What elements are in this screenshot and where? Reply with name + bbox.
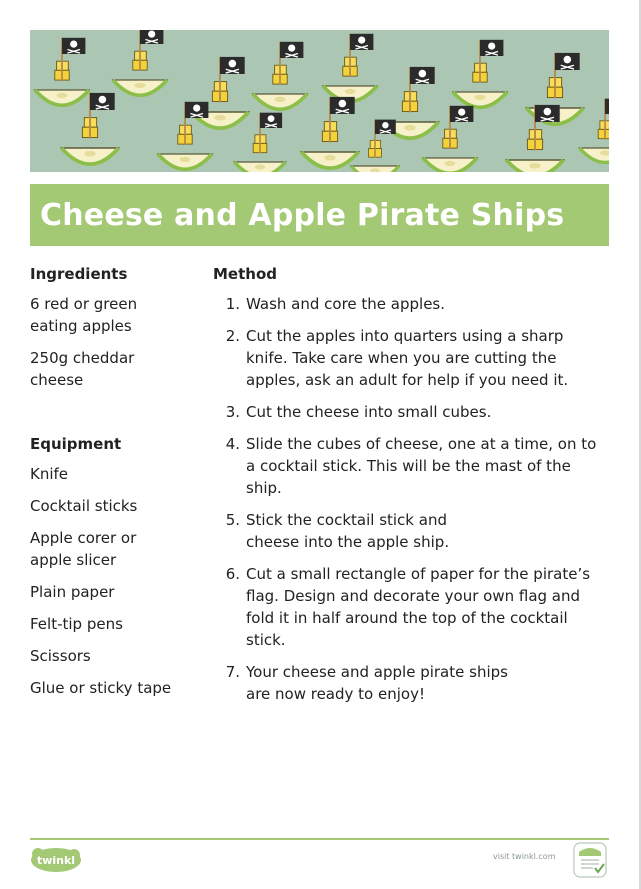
method-step — [213, 509, 609, 553]
ingredient-item: 6 red or green eating apples — [30, 295, 138, 335]
step-number: 6. — [225, 565, 240, 583]
pirate-ship-7 — [323, 34, 377, 102]
step-number: 2. — [225, 327, 240, 345]
step-text: Stick the cocktail stick and cheese into the apple ship. — [246, 511, 450, 551]
step-number: 7. — [225, 663, 240, 681]
ingredient-item: 250g cheddar cheese — [30, 349, 135, 389]
logo-text: twinkl — [36, 854, 76, 867]
equipment-item: Scissors — [30, 647, 91, 665]
step-number: 1. — [225, 295, 240, 313]
pirate-ship-5 — [158, 102, 212, 170]
method-step — [213, 661, 609, 705]
method-step — [213, 325, 609, 391]
badge-icon — [573, 842, 607, 878]
quality-badge — [573, 842, 607, 882]
page-title: Cheese and Apple Pirate Ships — [40, 197, 565, 233]
equipment-item: Cocktail sticks — [30, 497, 138, 515]
method-step — [213, 563, 609, 651]
twinkl-logo[interactable] — [30, 846, 82, 878]
method-column — [213, 263, 609, 715]
step-text: Cut a small rectangle of paper for the pirate’s flag. Design and decorate your own flag and fold it in half around the top of the cocktail stick. — [246, 565, 591, 649]
footer-divider — [30, 838, 609, 840]
step-text: Cut the apples into quarters using a sharp knife. Take care when you are cutting the apples, ask an adult for help if you need it. — [246, 327, 569, 389]
pirate-ship-15 — [507, 105, 564, 172]
pirate-ship-1 — [35, 38, 89, 106]
method-step — [213, 401, 609, 423]
step-text: Slide the cubes of cheese, one at a time, on to a cocktail stick. This will be the mast of the ship. — [246, 435, 597, 497]
pirate-ship-9 — [302, 97, 359, 168]
left-column — [30, 263, 190, 709]
equipment-item: Apple corer or apple slicer — [30, 529, 137, 569]
ingredients-heading: Ingredients — [30, 265, 128, 283]
method-step — [213, 293, 609, 315]
equipment-item: Knife — [30, 465, 69, 483]
banner-illustration — [30, 30, 609, 172]
equipment-heading: Equipment — [30, 435, 122, 453]
twinkl-logo-icon — [30, 846, 82, 874]
pirate-ships-banner — [30, 30, 609, 172]
step-number: 4. — [225, 435, 240, 453]
method-heading: Method — [213, 265, 277, 283]
visit-link[interactable]: visit twinkl.com — [493, 852, 556, 861]
title-bar — [30, 184, 609, 246]
step-text: Your cheese and apple pirate ships are now ready to enjoy! — [246, 663, 508, 703]
pirate-ship-11 — [351, 120, 399, 172]
pirate-ship-14 — [423, 106, 477, 172]
step-text: Cut the cheese into small cubes. — [246, 403, 492, 421]
step-number: 5. — [225, 511, 240, 529]
step-text: Wash and core the apples. — [246, 295, 445, 313]
pirate-ship-2 — [113, 30, 167, 95]
pirate-ship-6 — [253, 42, 307, 110]
pirate-ship-12 — [453, 40, 507, 108]
method-step — [213, 433, 609, 499]
equipment-item: Glue or sticky tape — [30, 679, 172, 697]
step-number: 3. — [225, 403, 240, 421]
equipment-item: Felt-tip pens — [30, 615, 123, 633]
pirate-ship-8 — [235, 113, 286, 172]
equipment-item: Plain paper — [30, 583, 115, 601]
